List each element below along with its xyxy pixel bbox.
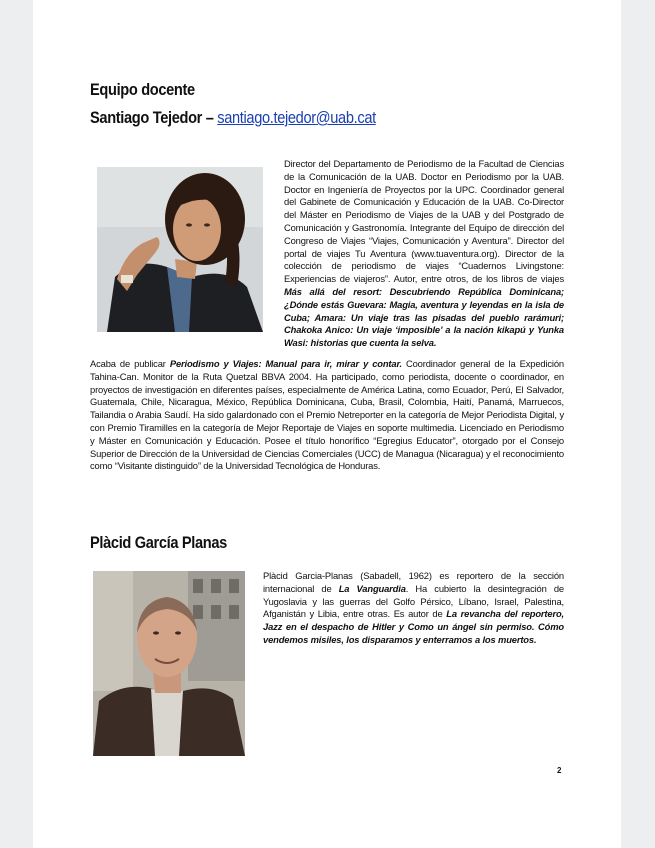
santiago-bio-text-3: Coordinador general de la Expedición Tahina-Can. Monitor de la Ruta Quetzal BBVA 2004. Ha participado, como periodista, docente o coordinador, en proyectos de investigación en diferentes países, especialmente de América Latina, como Ecuador, Perú, El Salvador, Guatemala, Chile, Nicaragua, México, República Dominicana, Cuba, Brasil, Colombia, Haití, Panamá, Marruecos, Tailandia o Arabia Saudí. Ha sido galardonado con el Premio Netreporter en la categoría de Mejor Periodista Digital, y con Premio Tiramilles en la categoría de Mejor Reportaje de Viajes en soporte multimedia. Licenciado en Periodismo y Máster en Comunicación y Educación. Posee el título honorífico “Egregius Educator”, otorgado por el Consejo Superior de Dirección de la Universidad de Ciencias Comerciales (UCC) de Managua (Nicaragua) y el reconocimiento como “Visitante distinguido” de la Universidad Tecnológica de Honduras. bbox=[90, 358, 564, 472]
santiago-bio-books: Más allá del resort: Descubriendo República Dominicana; ¿Dónde estás Guevara: Magia, aventura y leyendas en la isla de Cuba; Amara: Un viaje tras las pisadas del pueblo rarámuri; Chakoka Anico: Un viaje ‘imposible’ a la nación kikapú y Yunka Wasi: historias que cuenta la selva. bbox=[284, 285, 564, 349]
placid-photo bbox=[93, 571, 245, 756]
section-title: Equipo docente bbox=[90, 80, 195, 99]
santiago-name: Santiago Tejedor – bbox=[90, 108, 218, 127]
santiago-photo bbox=[97, 167, 263, 332]
santiago-bio-text-1: Director del Departamento de Periodismo de la Facultad de Ciencias de la Comunicación de la UAB. Doctor en Periodismo por la UAB. Doctor en Ingeniería de Proyectos por la UPC. Coordinador general del Gabinete de Comunicación y Educación de la UAB. Co-Director del Máster en Periodismo de Viajes de la UAB y del Postgrado de Comunicación y Gastronomía. Integrante del Equipo de dirección del Congreso de Viajes “Viajes, Comunicación y Aventura”. Director del portal de viajes Tu Aventura (www.tuaventura.org). Director de la colección de periodismo de viajes “Cuadernos Livingstone: Experiencias de viajeros”. Autor, entre otros, de los libros de viajes bbox=[284, 158, 564, 285]
placid-bio-text-1: Plàcid Garcia-Planas (Sabadell, 1962) es reportero de la sección internacional de bbox=[263, 570, 564, 594]
placid-bio-newspaper: La Vanguardia bbox=[338, 582, 406, 594]
santiago-heading bbox=[90, 108, 376, 128]
document-page bbox=[33, 0, 621, 848]
santiago-bio-text-2: Acaba de publicar bbox=[90, 358, 170, 369]
santiago-bio-top bbox=[284, 158, 564, 350]
placid-bio bbox=[263, 570, 564, 647]
placid-bio-books: La revancha del reportero, Jazz en el despacho de Hitler y Como un ángel sin permiso. Cómo vendemos misiles, los disparamos y enterramos a los muertos. bbox=[263, 608, 564, 645]
santiago-bio-book-latest: Periodismo y Viajes: Manual para ir, mirar y contar. bbox=[169, 358, 402, 369]
santiago-email-link[interactable]: santiago.tejedor@uab.cat bbox=[217, 108, 376, 127]
placid-heading: Plàcid García Planas bbox=[90, 533, 227, 552]
page-number: 2 bbox=[557, 766, 562, 775]
santiago-bio-bottom bbox=[90, 358, 564, 473]
placid-bio-text-2: . Ha cubierto la desintegración de Yugoslavia y las guerras del Golfo Pérsico, Líbano, Israel, Palestina, Afganistán y Libia, entre otras. Es autor de bbox=[263, 582, 564, 620]
